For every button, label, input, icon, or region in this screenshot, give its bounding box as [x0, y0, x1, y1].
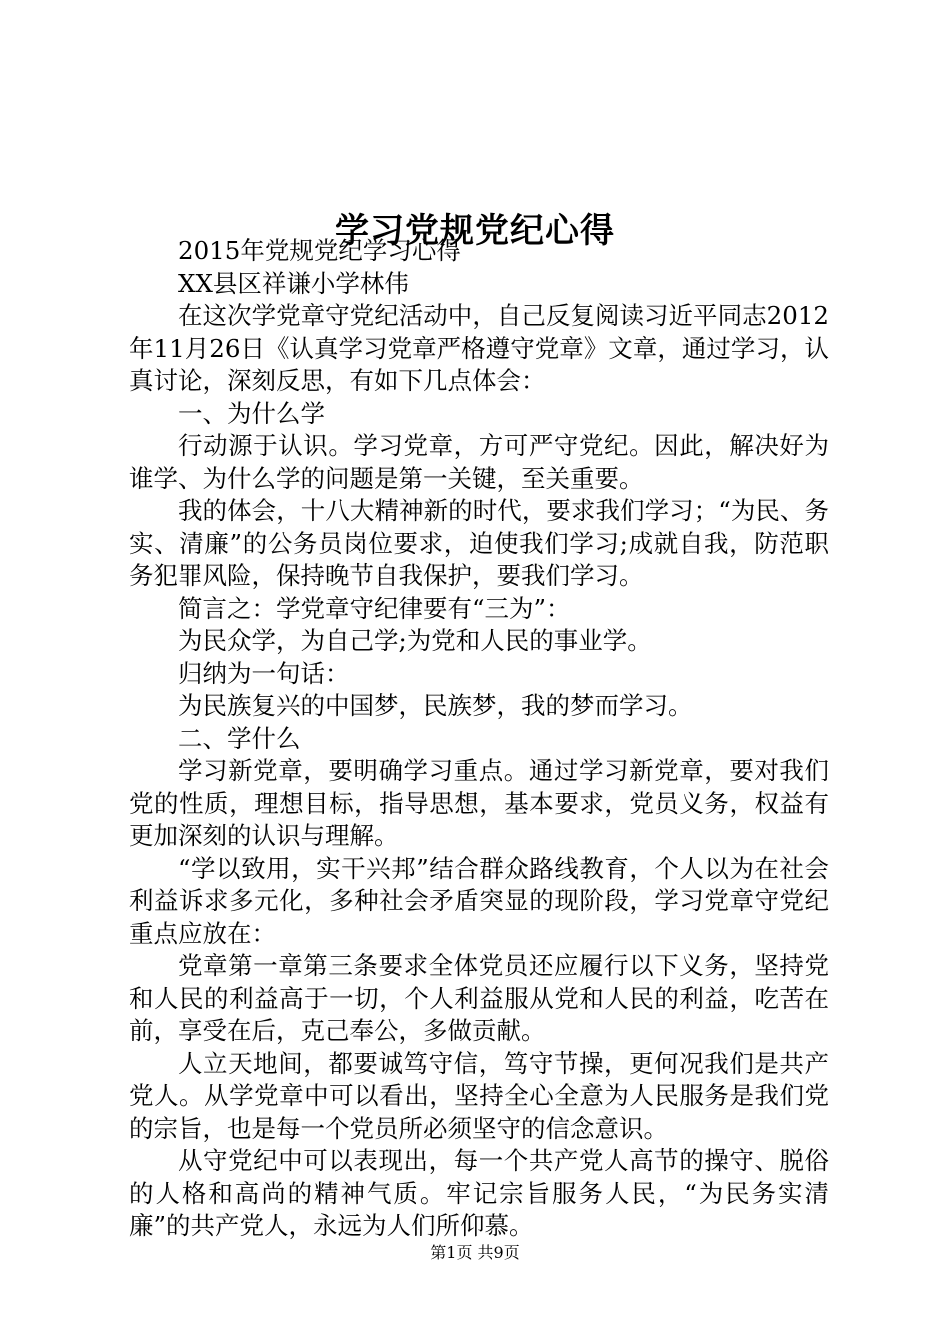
body-paragraph: 简言之：学党章守纪律要有“三为”： [178, 593, 571, 623]
body-paragraph: 人立天地间，都要诚笃守信，笃守节操，更何况我们是共产党人。从学党章中可以看出，坚持全心全意为人民服务是我们党的宗旨，也是每一个党员所必须坚守的信念意识。 [129, 1048, 829, 1143]
document-body [129, 235, 829, 1243]
body-paragraph: 为民族复兴的中国梦，民族梦，我的梦而学习。 [178, 691, 693, 720]
subtitle-paragraph: 2015年党规党纪学习心得 [178, 236, 461, 265]
body-paragraph: 学习新党章，要明确学习重点。通过学习新党章，要对我们党的性质，理想目标，指导思想，基本要求，党员义务，权益有更加深刻的认识与理解。 [129, 756, 829, 850]
body-paragraph: 我的体会，十八大精神新的时代，要求我们学习；“为民、务实、清廉”的公务员岗位要求，迫使我们学习;成就自我，防范职务犯罪风险，保持晚节自我保护，要我们学习。 [129, 496, 829, 590]
body-paragraph: 行动源于认识。学习党章，方可严守党纪。因此，解决好为谁学、为什么学的问题是第一关键，至关重要。 [129, 431, 829, 493]
section-heading-why: 一、为什么学 [178, 398, 325, 428]
body-paragraph: “学以致用，实干兴邦”结合群众路线教育，个人以为在社会利益诉求多元化，多种社会矛盾突显的现阶段，学习党章守党纪重点应放在： [129, 853, 829, 948]
document-title: 学习党规党纪心得 [335, 210, 615, 251]
author-paragraph: XX县区祥谦小学林伟 [178, 268, 409, 298]
intro-paragraph: 在这次学党章守党纪活动中，自己反复阅读习近平同志2012年11月26日《认真学习党章严格遵守党章》文章，通过学习，认真讨论，深刻反思，有如下几点体会： [129, 301, 829, 395]
page-footer: 第1页 共9页 [430, 1243, 520, 1262]
body-paragraph: 从守党纪中可以表现出，每一个共产党人高节的操守、脱俗的人格和高尚的精神气质。牢记宗旨服务人民，“为民务实清廉”的共产党人，永远为人们所仰慕。 [129, 1146, 829, 1240]
body-paragraph: 归纳为一句话： [178, 658, 350, 688]
body-paragraph: 为民众学，为自己学;为党和人民的事业学。 [178, 626, 652, 655]
body-paragraph: 党章第一章第三条要求全体党员还应履行以下义务，坚持党和人民的利益高于一切，个人利益服从党和人民的利益，吃苦在前，享受在后，克己奉公，多做贡献。 [129, 951, 829, 1045]
section-heading-what: 二、学什么 [178, 723, 301, 753]
